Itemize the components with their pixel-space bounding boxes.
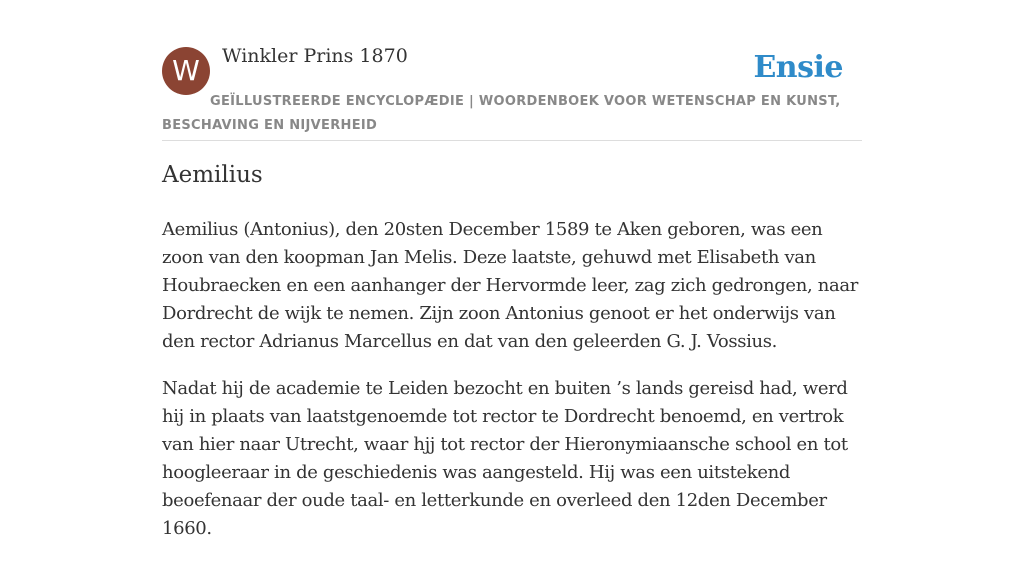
entry-paragraph: Aemilius (Antonius), den 20sten December 1589 te Aken geboren, was een zoon van den koopman Jan Melis. Deze laatste, gehuwd met Elisabeth van Houbraecken en een aanhanger der Hervormde leer, zag zich gedrongen, naar Dordrecht de wijk te nemen. Zijn zoon Antonius genoot er het onderwijs van den rector Adrianus Marcellus en dat van den geleerden G. J. Vossius. [162,219,858,352]
source-avatar[interactable]: W [162,47,210,95]
header [162,44,862,141]
source-title[interactable]: Winkler Prins 1870 [222,45,408,67]
source-subtitle: GEÏLLUSTREERDE ENCYCLOPÆDIE | WOORDENBOEK VOOR WETENSCHAP EN KUNST, BESCHAVING EN NIJVERHEID [162,94,841,133]
entry-paragraph: Nadat hij de academie te Leiden bezocht en buiten ’s lands gereisd had, werd hij in plaats van laatstgenoemde tot rector te Dordrecht benoemd, en vertrok van hier naar Utrecht, waar hjj tot rector der Hieronymiaansche school en tot hoogleeraar in de geschiedenis was aangesteld. Hij was een uitstekend beoefenaar der oude taal- en letterkunde en overleed den 12den December 1660. [162,378,848,539]
ensie-logo[interactable]: Ensie [753,50,843,85]
entry-body [162,216,862,562]
entry-title: Aemilius [162,162,263,188]
